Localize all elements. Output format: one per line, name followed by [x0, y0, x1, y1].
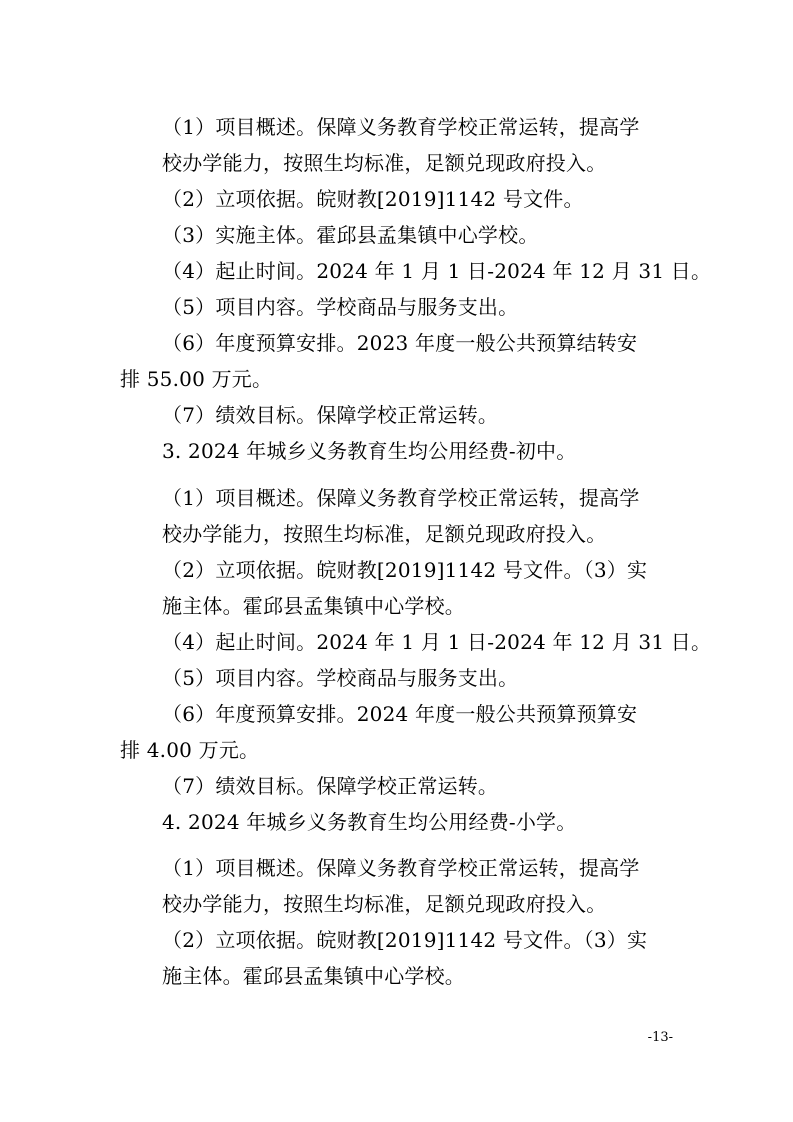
paragraph-line: （1）项目概述。保障义务教育学校正常运转，提高学	[162, 856, 640, 880]
section-heading: 4. 2024 年城乡义务教育生均公用经费-小学。	[162, 810, 577, 834]
paragraph-line: （7）绩效目标。保障学校正常运转。	[162, 403, 499, 427]
paragraph-line: （1）项目概述。保障义务教育学校正常运转，提高学	[162, 115, 640, 139]
paragraph-line: （4）起止时间。2024 年 1 月 1 日-2024 年 12 月 31 日。	[162, 630, 712, 654]
paragraph-line: （2）立项依据。皖财教[2019]1142 号文件。（3）实	[162, 928, 648, 952]
paragraph-line: （5）项目内容。学校商品与服务支出。	[162, 295, 519, 319]
paragraph-line: （6）年度预算安排。2024 年度一般公共预算预算安	[162, 702, 638, 726]
paragraph-line: 校办学能力，按照生均标准，足额兑现政府投入。	[162, 892, 607, 916]
paragraph-line: （7）绩效目标。保障学校正常运转。	[162, 774, 499, 798]
paragraph-line: （2）立项依据。皖财教[2019]1142 号文件。（3）实	[162, 558, 648, 582]
paragraph-line: （6）年度预算安排。2023 年度一般公共预算结转安	[162, 331, 638, 355]
paragraph-line: 施主体。霍邱县孟集镇中心学校。	[162, 964, 465, 988]
section-heading: 3. 2024 年城乡义务教育生均公用经费-初中。	[162, 439, 577, 463]
paragraph-line: （2）立项依据。皖财教[2019]1142 号文件。	[162, 187, 584, 211]
paragraph-line: 施主体。霍邱县孟集镇中心学校。	[162, 594, 465, 618]
paragraph-line: 排 55.00 万元。	[120, 367, 273, 391]
paragraph-line: （5）项目内容。学校商品与服务支出。	[162, 666, 519, 690]
paragraph-line: 排 4.00 万元。	[120, 738, 260, 762]
paragraph-line: （1）项目概述。保障义务教育学校正常运转，提高学	[162, 486, 640, 510]
page-number: -13-	[647, 1030, 673, 1045]
paragraph-line: 校办学能力，按照生均标准，足额兑现政府投入。	[162, 522, 607, 546]
paragraph-line: 校办学能力，按照生均标准，足额兑现政府投入。	[162, 151, 607, 175]
paragraph-line: （4）起止时间。2024 年 1 月 1 日-2024 年 12 月 31 日。	[162, 259, 712, 283]
paragraph-line: （3）实施主体。霍邱县孟集镇中心学校。	[162, 223, 539, 247]
